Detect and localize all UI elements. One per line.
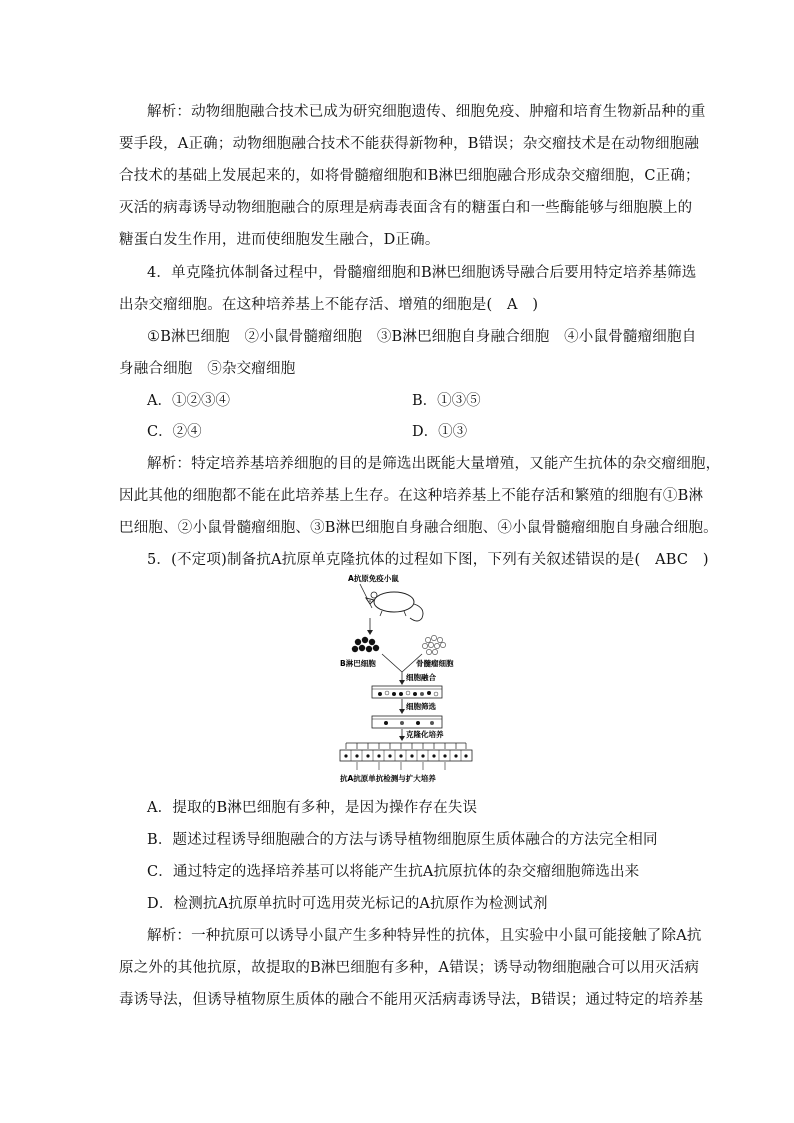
culture-dish-fusion xyxy=(372,686,442,698)
analysis-2-line-1: 解析：特定培养基培养细胞的目的是筛选出既能大量增殖，又能产生抗体的杂交瘤细胞， xyxy=(147,456,721,472)
analysis-3-line-1: 解析：一种抗原可以诱导小鼠产生多种特异性的抗体，且实验中小鼠可能接触了除A抗 xyxy=(147,928,702,944)
analysis-2-line-2: 因此其他的细胞都不能在此培养基上生存。在这种培养基上不能存活和繁殖的细胞有①B淋 xyxy=(119,488,704,504)
clone-label: 克隆化培养 xyxy=(406,730,444,739)
question-4-stem-line-2: 出杂交瘤细胞。在这种培养基上不能存活、增殖的细胞是( A ) xyxy=(119,297,539,313)
question-5-option-a: A．提取的B淋巴细胞有多种，是因为操作存在失误 xyxy=(147,800,478,816)
question-4-items-line-2: 身融合细胞 ⑤杂交瘤细胞 xyxy=(119,361,296,377)
b-cell-label: B淋巴细胞 xyxy=(340,659,376,668)
bottom-label: 抗A抗原单抗检测与扩大培养 xyxy=(340,774,436,783)
question-5-option-b: B．题述过程诱导细胞融合的方法与诱导植物细胞原生质体融合的方法完全相同 xyxy=(147,832,658,848)
analysis-1-line-5: 糖蛋白发生作用，进而使细胞发生融合，D正确。 xyxy=(119,232,440,248)
question-4-items-line-1: ①B淋巴细胞 ②小鼠骨髓瘤细胞 ③B淋巴细胞自身融合细胞 ④小鼠骨髓瘤细胞自 xyxy=(147,329,697,345)
myeloma-cells-cluster xyxy=(422,635,445,654)
culture-dish-screening xyxy=(372,716,442,728)
question-5-stem: 5．(不定项)制备抗A抗原单克隆抗体的过程如下图，下列有关叙述错误的是( ABC ) xyxy=(147,552,709,568)
question-5-option-c: C．通过特定的选择培养基可以将能产生抗A抗原抗体的杂交瘤细胞筛选出来 xyxy=(147,864,640,880)
question-4-stem-line-1: 4．单克隆抗体制备过程中，骨髓瘤细胞和B淋巴细胞诱导融合后要用特定培养基筛选 xyxy=(147,265,697,281)
question-4-option-d: D．①③ xyxy=(412,424,468,440)
myeloma-label: 骨髓瘤细胞 xyxy=(416,659,454,668)
b-cells-cluster xyxy=(352,637,379,652)
question-5-option-d: D．检测抗A抗原单抗时可选用荧光标记的A抗原作为检测试剂 xyxy=(147,896,548,912)
question-4-option-c: C．②④ xyxy=(147,424,202,440)
question-4-option-b: B．①③⑤ xyxy=(412,393,481,409)
analysis-2-line-3: 巴细胞、②小鼠骨髓瘤细胞、③B淋巴细胞自身融合细胞、④小鼠骨髓瘤细胞自身融合细胞。 xyxy=(119,520,718,536)
mouse-icon xyxy=(366,592,423,621)
detection-arrows xyxy=(357,762,445,770)
analysis-3-line-3: 毒诱导法，但诱导植物原生质体的融合不能用灭活病毒诱导法，B错误；通过特定的培养基 xyxy=(119,992,704,1008)
analysis-1-line-2: 要手段，A正确；动物细胞融合技术不能获得新物种，B错误；杂交瘤技术是在动物细胞融 xyxy=(119,136,700,152)
analysis-1-line-4: 灭活的病毒诱导动物细胞融合的原理是病毒表面含有的糖蛋白和一些酶能够与细胞膜上的 xyxy=(119,200,693,216)
fusion-label: 细胞融合 xyxy=(406,673,436,682)
analysis-3-line-2: 原之外的其他抗原，故提取的B淋巴细胞有多种，A错误；诱导动物细胞融合可以用灭活病 xyxy=(119,960,700,976)
analysis-1-line-3: 合技术的基础上发展起来的，如将骨髓瘤细胞和B淋巴细胞融合形成杂交瘤细胞，C正确； xyxy=(119,168,700,184)
clone-well-plate xyxy=(340,750,472,761)
mouse-label: A抗原免疫小鼠 xyxy=(348,574,399,583)
monoclonal-antibody-diagram xyxy=(330,568,480,788)
screen-label: 细胞筛选 xyxy=(406,702,436,711)
question-4-option-a: A．①②③④ xyxy=(147,393,230,409)
analysis-1-line-1: 解析：动物细胞融合技术已成为研究细胞遗传、细胞免疫、肿瘤和培育生物新品种的重 xyxy=(147,104,706,120)
clone-branches xyxy=(346,743,466,749)
